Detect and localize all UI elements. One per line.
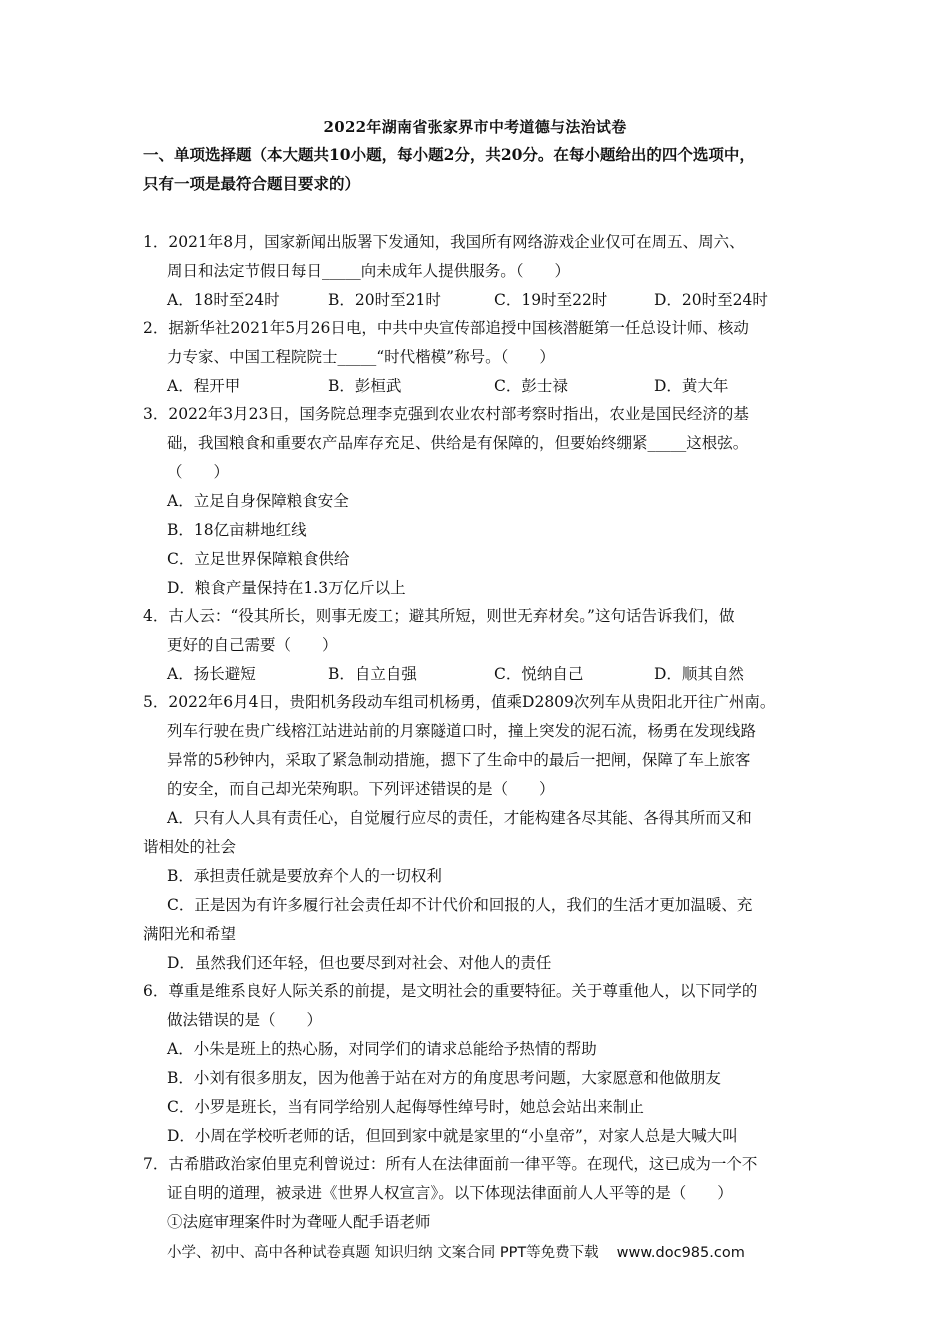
question-5-option-a-cont: 谐相处的社会 [143,838,237,856]
section-heading-line: 只有一项是最符合题目要求的） [143,174,361,193]
question-3-line: 础，我国粮食和重要农产品库存充足、供给是有保障的，但要始终绷紧_____这根弦。 [167,434,749,452]
question-2-option-b: B．彭桓武 [328,377,402,395]
question-5-option-d: D．虽然我们还年轻，但也要尽到对社会、对他人的责任 [167,954,552,972]
question-3-line: 3．2022年3月23日，国务院总理李克强到农业农村部考察时指出，农业是国民经济的基 [143,405,749,423]
question-5-option-c-cont: 满阳光和希望 [143,925,237,943]
question-3-option-c: C．立足世界保障粮食供给 [167,550,350,568]
question-4-line: 更好的自己需要（ ） [167,636,338,654]
question-5-line: 异常的5秒钟内，采取了紧急制动措施，摁下了生命中的最后一把闸，保障了车上旅客 [167,751,751,769]
question-7-line: 证自明的道理，被录进《世界人权宣言》。以下体现法律面前人人平等的是（ ） [167,1184,733,1202]
question-5-option-c: C．正是因为有许多履行社会责任却不计代价和回报的人，我们的生活才更加温暖、充 [167,896,753,914]
question-2-option-a: A．程开甲 [167,377,241,395]
footer-url[interactable]: www.doc985.com [616,1245,745,1261]
question-3-option-a: A．立足自身保障粮食安全 [167,492,349,510]
question-5-line: 列车行驶在贵广线榕江站进站前的月寨隧道口时，撞上突发的泥石流，杨勇在发现线路 [167,722,757,740]
question-2-line: 力专家、中国工程院院士_____“时代楷模”称号。（ ） [167,348,555,366]
section-heading-line: 一、单项选择题（本大题共10小题，每小题2分，共20分。在每小题给出的四个选项中， [143,145,755,164]
question-2-option-d: D．黄大年 [654,377,729,395]
question-1-line: 周日和法定节假日每日_____向未成年人提供服务。（ ） [167,262,571,280]
question-4-option-d: D．顺其自然 [654,665,744,683]
question-1-option-c: C．19时至22时 [494,291,608,309]
section-heading [143,140,823,198]
question-1-line: 1．2021年8月，国家新闻出版署下发通知，我国所有网络游戏企业仅可在周五、周六、 [143,233,745,251]
question-5-line: 的安全，而自己却光荣殉职。下列评述错误的是（ ） [167,780,555,798]
question-3-option-d: D．粮食产量保持在1.3万亿斤以上 [167,579,406,597]
question-6-option-c: C．小罗是班长，当有同学给别人起侮辱性绰号时，她总会站出来制止 [167,1098,644,1116]
question-3-line: （ ） [167,463,230,481]
page-title: 2022年湖南省张家界市中考道德与法治试卷 [323,118,627,136]
question-5-line: 5．2022年6月4日，贵阳机务段动车组司机杨勇，值乘D2809次列车从贵阳北开往广州南。 [143,693,776,711]
question-1-option-b: B．20时至21时 [328,291,441,309]
question-6-option-a: A．小朱是班上的热心肠，对同学们的请求总能给予热情的帮助 [167,1040,597,1058]
question-6-line: 6．尊重是维系良好人际关系的前提，是文明社会的重要特征。关于尊重他人，以下同学的 [143,982,758,1000]
footer [167,1241,745,1262]
question-4-line: 4．古人云：“役其所长，则事无废工；避其所短，则世无弃材矣。”这句话告诉我们，做 [143,607,735,625]
question-1-option-d: D．20时至24时 [654,291,768,309]
question-3-option-b: B．18亿亩耕地红线 [167,521,307,539]
question-4-option-b: B．自立自强 [328,665,417,683]
question-7-statement-1: ①法庭审理案件时为聋哑人配手语老师 [167,1213,431,1231]
question-5-option-b: B．承担责任就是要放弃个人的一切权利 [167,867,442,885]
question-6-option-d: D．小周在学校听老师的话，但回到家中就是家里的“小皇帝”，对家人总是大喊大叫 [167,1127,738,1145]
footer-text: 小学、初中、高中各种试卷真题 知识归纳 文案合同 PPT等免费下载 [167,1245,599,1261]
question-5-option-a: A．只有人人具有责任心，自觉履行应尽的责任，才能构建各尽其能、各得其所而又和 [167,809,752,827]
question-7-line: 7．古希腊政治家伯里克利曾说过：所有人在法律面前一律平等。在现代，这已成为一个不 [143,1155,758,1173]
question-4-option-a: A．扬长避短 [167,665,256,683]
question-4-option-c: C．悦纳自己 [494,665,584,683]
question-6-line: 做法错误的是（ ） [167,1011,323,1029]
question-6-option-b: B．小刘有很多朋友，因为他善于站在对方的角度思考问题，大家愿意和他做朋友 [167,1069,721,1087]
question-2-line: 2．据新华社2021年5月26日电，中共中央宣传部追授中国核潜艇第一任总设计师、核动 [143,319,749,337]
question-1-option-a: A．18时至24时 [167,291,280,309]
question-2-option-c: C．彭士禄 [494,377,568,395]
